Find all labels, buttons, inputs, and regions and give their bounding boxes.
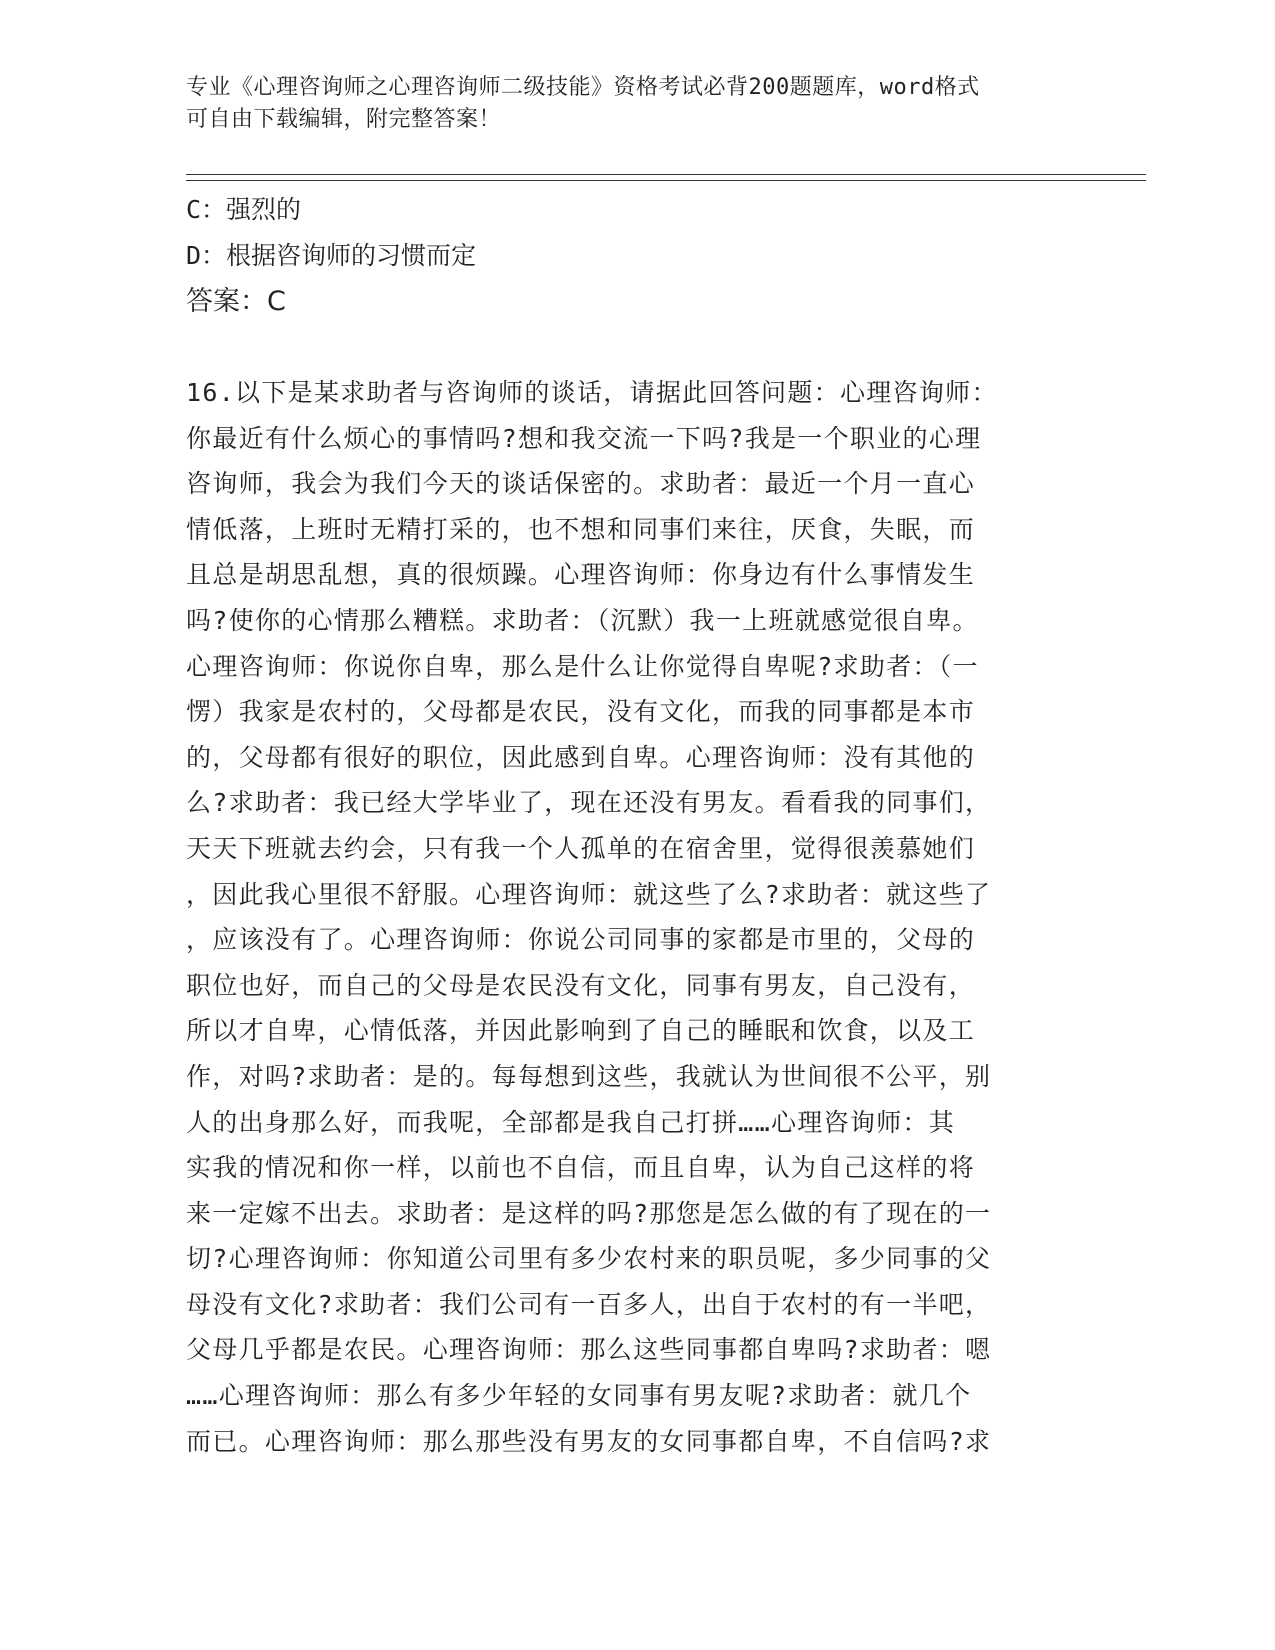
previous-question-options xyxy=(186,187,1086,325)
question-line: 作，对吗?求助者：是的。每每想到这些，我就认为世间很不公平，别 xyxy=(186,1061,992,1091)
question-16-text xyxy=(186,370,1066,1464)
question-line: 天天下班就去约会，只有我一个人孤单的在宿舍里，觉得很羡慕她们 xyxy=(186,833,976,863)
question-line: 父母几乎都是农民。心理咨询师：那么这些同事都自卑吗?求助者：嗯 xyxy=(186,1335,992,1365)
question-line: 吗?使你的心情那么糟糕。求助者：（沉默）我一上班就感觉很自卑。 xyxy=(186,605,979,635)
question-line: 实我的情况和你一样，以前也不自信，而且自卑，认为自己这样的将 xyxy=(186,1153,976,1183)
question-line: ，应该没有了。心理咨询师：你说公司同事的家都是市里的，父母的 xyxy=(186,925,976,955)
question-line: 心理咨询师：你说你自卑，那么是什么让你觉得自卑呢?求助者：（一 xyxy=(186,651,979,681)
question-line: 的，父母都有很好的职位，因此感到自卑。心理咨询师：没有其他的 xyxy=(186,742,976,772)
question-line: 而已。心理咨询师：那么那些没有男友的女同事都自卑，不自信吗?求 xyxy=(186,1426,992,1456)
question-line: 愣）我家是农村的，父母都是农民，没有文化，而我的同事都是本市 xyxy=(186,697,976,727)
question-line: ……心理咨询师：那么有多少年轻的女同事有男友呢?求助者：就几个 xyxy=(186,1381,972,1411)
option-d: D：根据咨询师的习惯而定 xyxy=(186,241,477,270)
header-line-2: 可自由下载编辑，附完整答案！ xyxy=(186,107,502,132)
question-line: 人的出身那么好，而我呢，全部都是我自己打拼……心理咨询师：其 xyxy=(186,1107,956,1137)
question-line: ，因此我心里很不舒服。心理咨询师：就这些了么?求助者：就这些了 xyxy=(186,879,992,909)
question-line: 来一定嫁不出去。求助者：是这样的吗?那您是怎么做的有了现在的一 xyxy=(186,1198,992,1228)
header-line-1: 专业《心理咨询师之心理咨询师二级技能》资格考试必背200题题库，word格式 xyxy=(186,75,980,100)
question-line: 切?心理咨询师：你知道公司里有多少农村来的职员呢，多少同事的父 xyxy=(186,1244,992,1274)
page-header xyxy=(186,72,1066,136)
question-line: 情低落，上班时无精打采的，也不想和同事们来往，厌食，失眠，而 xyxy=(186,514,976,544)
question-line: 所以才自卑，心情低落，并因此影响到了自己的睡眠和饮食，以及工 xyxy=(186,1016,976,1046)
answer-line: 答案：C xyxy=(186,286,286,317)
question-line: 咨询师，我会为我们今天的谈话保密的。求助者：最近一个月一直心 xyxy=(186,469,976,499)
header-rule-top xyxy=(186,174,1146,175)
question-line: 你最近有什么烦心的事情吗?想和我交流一下吗?我是一个职业的心理 xyxy=(186,423,982,453)
question-line: 么?求助者：我已经大学毕业了，现在还没有男友。看看我的同事们， xyxy=(186,788,992,818)
question-line: 且总是胡思乱想，真的很烦躁。心理咨询师：你身边有什么事情发生 xyxy=(186,560,976,590)
header-rule-bottom xyxy=(186,180,1146,181)
question-line: 16.以下是某求助者与咨询师的谈话，请据此回答问题：心理咨询师： xyxy=(186,378,998,407)
option-c: C：强烈的 xyxy=(186,195,302,224)
question-line: 母没有文化?求助者：我们公司有一百多人，出自于农村的有一半吧， xyxy=(186,1289,992,1319)
question-line: 职位也好，而自己的父母是农民没有文化，同事有男友，自己没有， xyxy=(186,970,976,1000)
